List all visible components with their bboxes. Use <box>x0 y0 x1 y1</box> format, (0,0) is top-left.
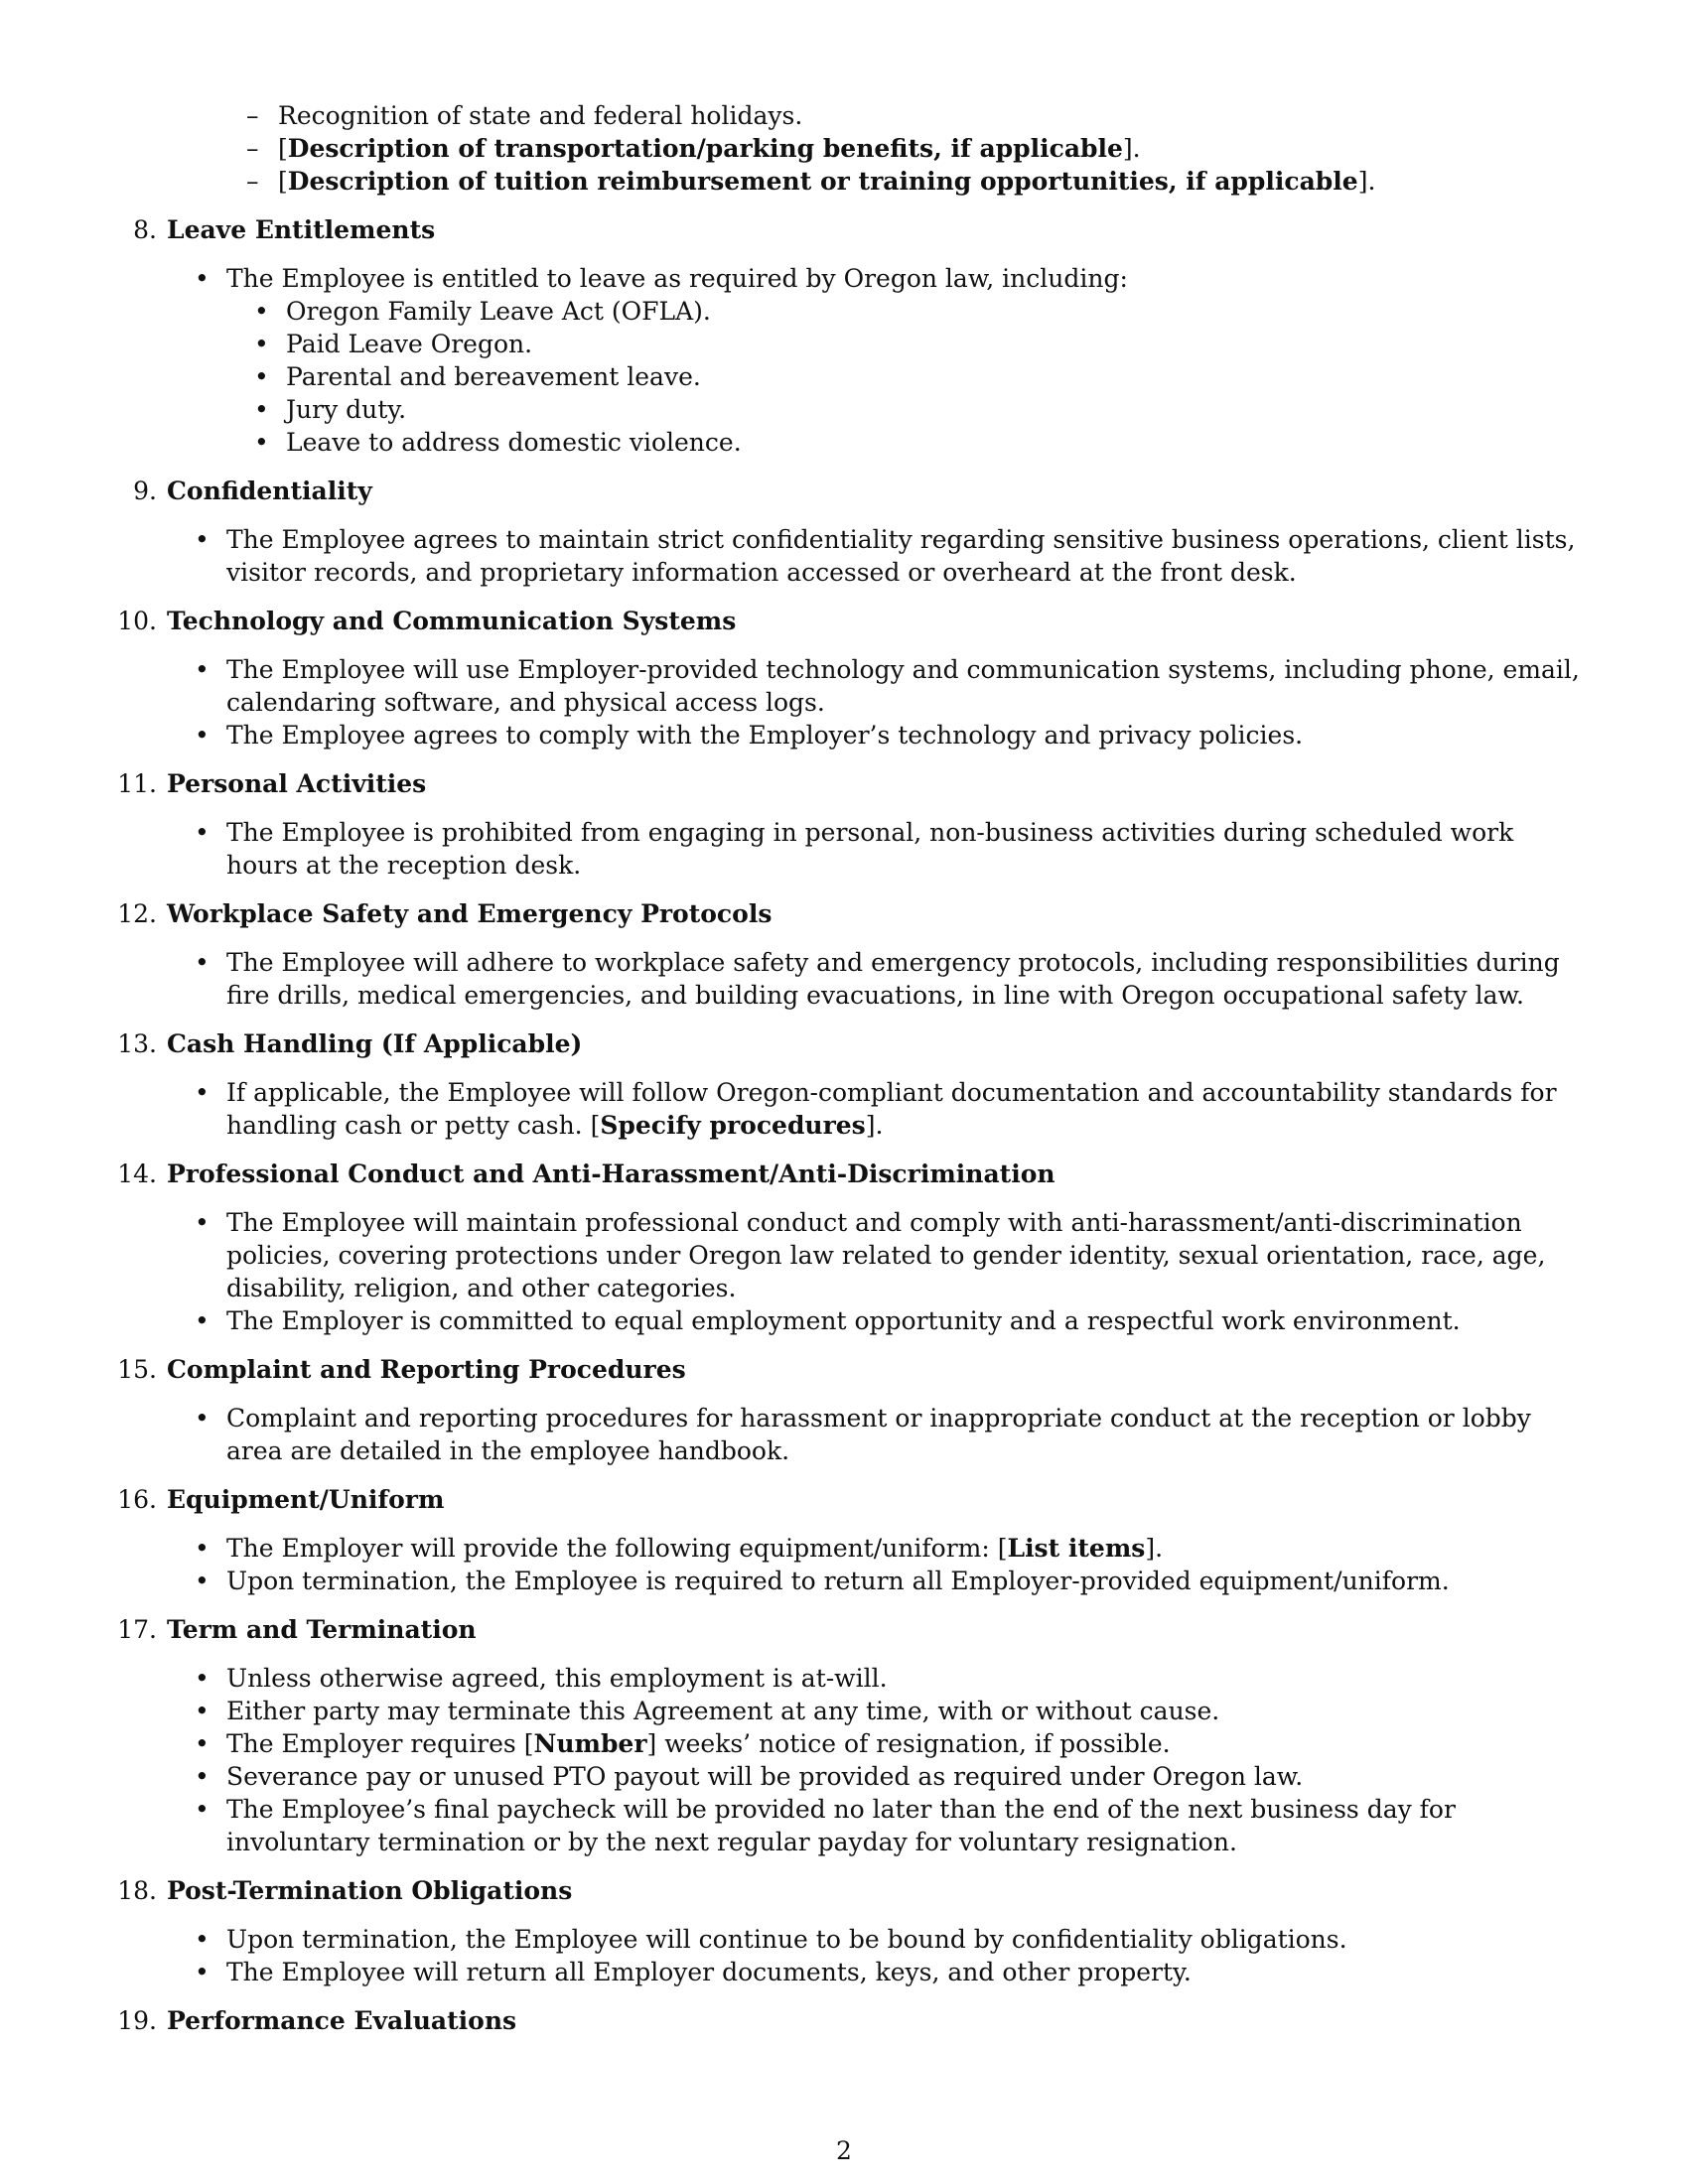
list-item: • Jury duty. <box>226 393 1587 426</box>
section-technology <box>117 605 1587 751</box>
list-item: • The Employee agrees to maintain strict confidentiality regarding sensitive business operations, client lists, visitor records, and proprietary information accessed or overheard at the front desk. <box>167 523 1587 589</box>
section-equipment-uniform <box>117 1483 1587 1597</box>
section-heading: 18. Post-Termination Obligations <box>117 1876 573 1905</box>
list-item: • Parental and bereavement leave. <box>226 360 1587 393</box>
list-item: • The Employee’s final paycheck will be provided no later than the end of the next business day for involuntary termination or by the next regular payday for voluntary resignation. <box>167 1793 1587 1858</box>
list-item: • Unless otherwise agreed, this employment is at-will. <box>167 1662 1587 1695</box>
list-item: • The Employee is prohibited from engaging in personal, non-business activities during scheduled work hours at the reception desk. <box>167 816 1587 882</box>
section-heading: 10. Technology and Communication Systems <box>117 607 737 635</box>
section-heading: 15. Complaint and Reporting Procedures <box>117 1355 686 1384</box>
list-item: • The Employee is entitled to leave as required by Oregon law, including: • Oregon Family Leave Act (OFLA). • Paid Leave Oregon. • Parental and bereavement leave. • Jury duty. • Leave to address domestic violence. <box>167 262 1587 459</box>
list-item: • The Employee will use Employer-provided technology and communication systems, including phone, email, calendaring software, and physical access logs. <box>167 653 1587 719</box>
section-heading: 14. Professional Conduct and Anti-Harassment/Anti-Discrimination <box>117 1160 1055 1188</box>
section-cash-handling <box>117 1027 1587 1142</box>
list-item: • The Employer requires [Number] weeks’ notice of resignation, if possible. <box>167 1727 1587 1760</box>
section-confidentiality <box>133 475 1587 589</box>
section-heading: 13. Cash Handling (If Applicable) <box>117 1029 583 1058</box>
section-personal-activities <box>117 767 1587 882</box>
section-heading: 12. Workplace Safety and Emergency Protocols <box>117 899 773 928</box>
list-item: • Oregon Family Leave Act (OFLA). <box>226 295 1587 328</box>
list-item: • Complaint and reporting procedures for harassment or inappropriate conduct at the reception or lobby area are detailed in the employee handbook. <box>167 1402 1587 1467</box>
list-item: • Severance pay or unused PTO payout will be provided as required under Oregon law. <box>167 1760 1587 1793</box>
section-heading: 8. Leave Entitlements <box>133 215 436 244</box>
leave-types-list <box>226 295 1587 459</box>
list-item: • Paid Leave Oregon. <box>226 328 1587 360</box>
list-item: • If applicable, the Employee will follow Oregon-compliant documentation and accountability standards for handling cash or petty cash. [Specify procedures]. <box>167 1076 1587 1142</box>
list-item: – Recognition of state and federal holidays. <box>246 99 1587 132</box>
list-item: • The Employee will adhere to workplace safety and emergency protocols, including responsibilities during fire drills, medical emergencies, and building evacuations, in line with Oregon occupational safety law. <box>167 946 1587 1012</box>
list-item: • Leave to address domestic violence. <box>226 426 1587 459</box>
list-item: • Upon termination, the Employee is required to return all Employer-provided equipment/uniform. <box>167 1565 1587 1597</box>
list-item: • The Employee will maintain professional conduct and comply with anti-harassment/anti-discrimination policies, covering protections under Oregon law related to gender identity, sexual orientation, race, age, disability, religion, and other categories. <box>167 1206 1587 1304</box>
list-item: • Upon termination, the Employee will continue to be bound by confidentiality obligations. <box>167 1923 1587 1956</box>
page-number: 2 <box>836 2136 852 2165</box>
section-heading: 19. Performance Evaluations <box>117 2006 517 2035</box>
section-leave-entitlements <box>133 213 1587 459</box>
list-item: • The Employee agrees to comply with the Employer’s technology and privacy policies. <box>167 719 1587 751</box>
section-professional-conduct <box>117 1158 1587 1337</box>
section-performance-evaluations <box>117 2004 1587 2037</box>
list-item: – [Description of tuition reimbursement or training opportunities, if applicable]. <box>246 165 1587 198</box>
section-heading: 11. Personal Activities <box>117 769 427 798</box>
section-heading: 17. Term and Termination <box>117 1615 477 1644</box>
section-complaint-procedures <box>117 1353 1587 1467</box>
list-item: • The Employer will provide the following equipment/uniform: [List items]. <box>167 1532 1587 1565</box>
section-workplace-safety <box>117 897 1587 1012</box>
list-item: – [Description of transportation/parking benefits, if applicable]. <box>246 132 1587 165</box>
section-post-termination <box>117 1874 1587 1988</box>
document-body <box>117 99 1587 2037</box>
benefits-continued-list <box>246 99 1587 198</box>
list-item: • The Employer is committed to equal employment opportunity and a respectful work environment. <box>167 1304 1587 1337</box>
section-term-termination <box>117 1613 1587 1858</box>
list-item: • Either party may terminate this Agreement at any time, with or without cause. <box>167 1695 1587 1727</box>
section-heading: 16. Equipment/Uniform <box>117 1485 445 1514</box>
list-item: • The Employee will return all Employer documents, keys, and other property. <box>167 1956 1587 1988</box>
section-heading: 9. Confidentiality <box>133 477 372 505</box>
